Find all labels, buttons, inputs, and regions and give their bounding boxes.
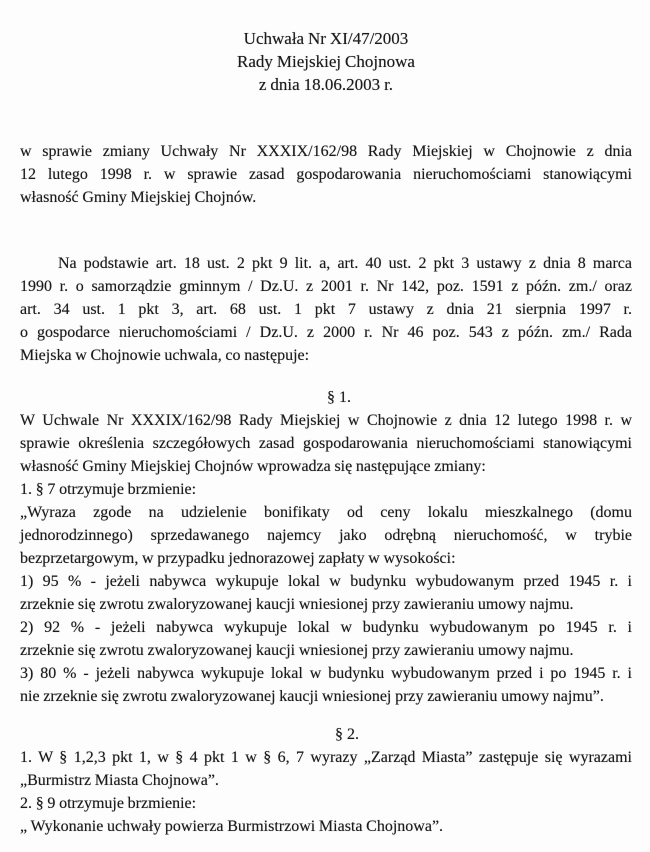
text-line: bezprzetargowym, w przypadku jednorazowej zapłaty w wysokości: [20, 550, 456, 567]
section-1-heading-label: § 1. [327, 389, 351, 406]
text-line: „Burmistrz Miasta Chojnowa”. [20, 772, 219, 789]
section-1-body [20, 409, 632, 708]
doc-title [20, 27, 632, 96]
subject-paragraph [20, 140, 632, 209]
text-line: art. 34 ust. 1 pkt 3, art. 68 ust. 1 pkt 7 ustawy z dnia 21 sierpnia 1997 r. [20, 301, 632, 318]
text-line: zrzeknie się zwrotu zwaloryzowanej kaucji wniesionej przy zawieraniu umowy najmu. [20, 642, 574, 659]
text-line: W Uchwale Nr XXXIX/162/98 Rady Miejskiej w Chojnowie z dnia 12 lutego 1998 r. w [20, 412, 632, 429]
text-line: jednorodzinnego) sprzedawanego najemcy jako odrębną nieruchomość, w trybie [20, 527, 632, 544]
text-line: 2) 92 % - jeżeli nabywca wykupuje lokal w budynku wybudowanym po 1945 r. i [20, 619, 632, 636]
text-line: w sprawie zmiany Uchwały Nr XXXIX/162/98 Rady Miejskiej w Chojnowie z dnia [20, 143, 632, 160]
legal-basis-paragraph [20, 252, 632, 367]
text-line: Rady Miejskiej Chojnowa [237, 52, 415, 71]
text-line: z dnia 18.06.2003 r. [258, 75, 394, 94]
text-line: Na podstawie art. 18 ust. 2 pkt 9 lit. a, art. 40 ust. 2 pkt 3 ustawy z dnia 8 marca [58, 255, 632, 272]
text-line: „Wyraza zgode na udzielenie bonifikaty od ceny lokalu mieszkalnego (domu [20, 504, 632, 521]
text-line: 1. W § 1,2,3 pkt 1, w § 4 pkt 1 w § 6, 7 wyrazy „Zarząd Miasta” zastępuje się wyrazami [20, 749, 632, 766]
text-line: Miejska w Chojnowie uchwala, co następuje: [20, 347, 310, 364]
text-line: sprawie określenia szczegółowych zasad gospodarowania nieruchomościami stanowiącymi [20, 435, 632, 452]
text-line: Uchwała Nr XI/47/2003 [243, 29, 409, 48]
section-2-heading [20, 723, 632, 746]
text-line: 1990 r. o samorządzie gminnym / Dz.U. z 2001 r. Nr 142, poz. 1591 z późn. zm./ oraz [20, 278, 632, 295]
text-line: 3) 80 % - jeżeli nabywca wykupuje lokal w budynku wybudowanym przed i po 1945 r. i [20, 665, 632, 682]
text-line: własność Gminy Miejskiej Chojnów wprowadza się następujące zmiany: [20, 458, 486, 475]
section-1-heading [20, 386, 632, 409]
text-line: o gospodarce nieruchomościami / Dz.U. z 2000 r. Nr 46 poz. 543 z późn. zm./ Rada [20, 324, 632, 341]
text-line: 12 lutego 1998 r. w sprawie zasad gospodarowania nieruchomościami stanowiącymi [20, 166, 632, 183]
text-line: własność Gminy Miejskiej Chojnów. [20, 189, 257, 206]
text-line: nie zrzeknie się zwrotu zwaloryzowanej kaucji wniesionej przy zawieraniu umowy najmu”. [20, 688, 604, 705]
text-line: zrzeknie się zwrotu zwaloryzowanej kaucji wniesionej przy zawieraniu umowy najmu. [20, 596, 574, 613]
text-line: 2. § 9 otrzymuje brzmienie: [20, 795, 197, 812]
section-2-body [20, 746, 632, 838]
section-2-heading-label: § 2. [335, 726, 359, 743]
text-line: 1) 95 % - jeżeli nabywca wykupuje lokal w budynku wybudowanym przed 1945 r. i [20, 573, 632, 590]
text-line: 1. § 7 otrzymuje brzmienie: [20, 481, 197, 498]
text-line: „ Wykonanie uchwały powierza Burmistrzowi Miasta Chojnowa”. [20, 818, 444, 835]
